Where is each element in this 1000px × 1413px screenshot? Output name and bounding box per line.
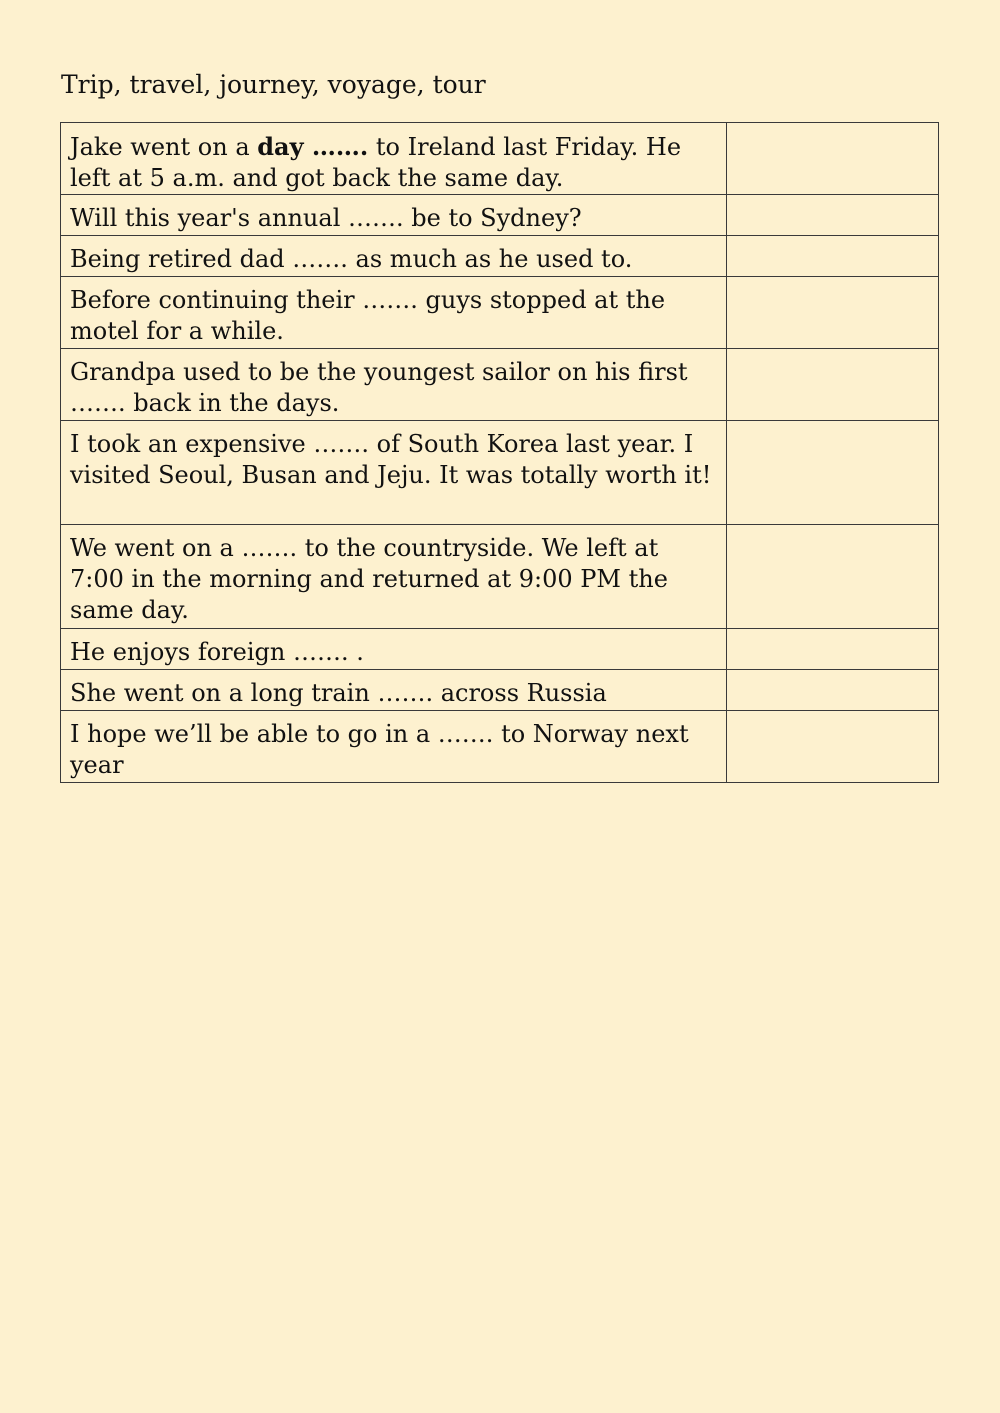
table-row bbox=[61, 195, 939, 236]
answer-cell[interactable] bbox=[727, 195, 939, 236]
table-row bbox=[61, 711, 939, 783]
worksheet-heading: Trip, travel, journey, voyage, tour bbox=[61, 70, 486, 99]
table-row bbox=[61, 123, 939, 195]
table-row bbox=[61, 525, 939, 629]
answer-cell[interactable] bbox=[727, 236, 939, 277]
table-row bbox=[61, 277, 939, 349]
sentence-cell: Before continuing their ……. guys stopped at the motel for a while. bbox=[61, 277, 727, 349]
sentence-cell: I hope we’ll be able to go in a ……. to Norway next year bbox=[61, 711, 727, 783]
sentence-cell: She went on a long train ……. across Russia bbox=[61, 670, 727, 711]
answer-cell[interactable] bbox=[727, 525, 939, 629]
answer-cell[interactable] bbox=[727, 349, 939, 421]
sentence-cell bbox=[61, 123, 727, 195]
answer-cell[interactable] bbox=[727, 629, 939, 670]
answer-cell[interactable] bbox=[727, 711, 939, 783]
exercise-table bbox=[60, 122, 939, 783]
table-row bbox=[61, 349, 939, 421]
table-row bbox=[61, 421, 939, 525]
example-answer: day ……. bbox=[257, 132, 369, 161]
answer-cell[interactable] bbox=[727, 421, 939, 525]
sentence-cell: Being retired dad ……. as much as he used to. bbox=[61, 236, 727, 277]
sentence-cell: Will this year's annual ……. be to Sydney? bbox=[61, 195, 727, 236]
sentence-text: to Ireland last Friday. He left at 5 a.m. and got back the same day. bbox=[70, 133, 682, 192]
sentence-cell: We went on a ……. to the countryside. We left at 7:00 in the morning and returned at 9:00 PM the same day. bbox=[61, 525, 727, 629]
answer-cell[interactable] bbox=[727, 277, 939, 349]
sentence-text: Jake went on a bbox=[70, 133, 258, 161]
answer-cell[interactable] bbox=[727, 123, 939, 195]
sentence-cell: He enjoys foreign ……. . bbox=[61, 629, 727, 670]
table-row bbox=[61, 236, 939, 277]
table-row bbox=[61, 670, 939, 711]
answer-cell[interactable] bbox=[727, 670, 939, 711]
table-row bbox=[61, 629, 939, 670]
sentence-cell: Grandpa used to be the youngest sailor on his first ……. back in the days. bbox=[61, 349, 727, 421]
sentence-cell: I took an expensive ……. of South Korea last year. I visited Seoul, Busan and Jeju. It was totally worth it! bbox=[61, 421, 727, 525]
